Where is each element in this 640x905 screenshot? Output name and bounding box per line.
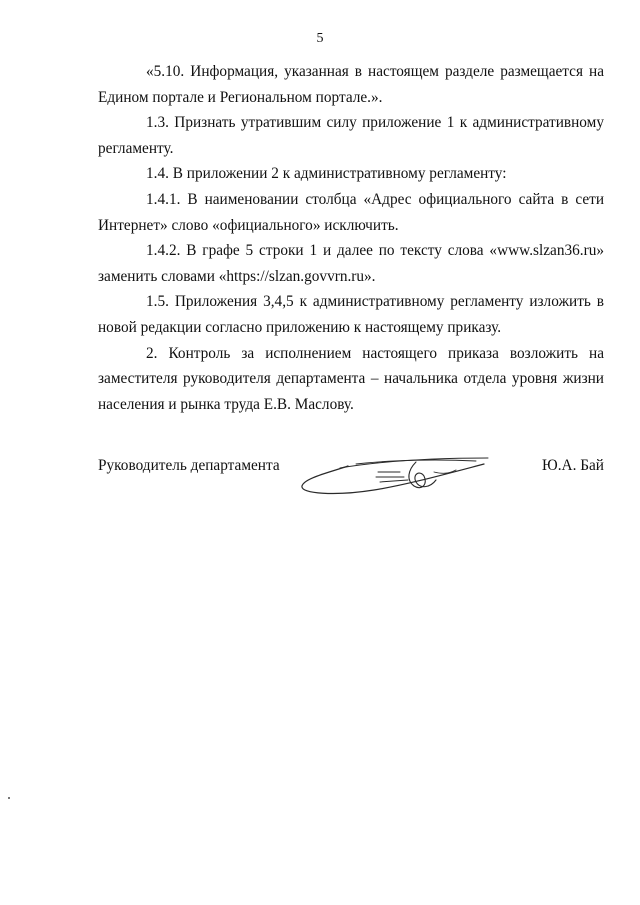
document-body: [98, 59, 604, 417]
signer-title: Руководитель департамента: [98, 457, 280, 474]
paragraph-5-10: «5.10. Информация, указанная в настоящем разделе размещается на Едином портале и Региональном портале.».: [98, 63, 604, 106]
paragraph-2: 2. Контроль за исполнением настоящего приказа возложить на заместителя руководителя департамента – начальника отдела уровня жизни населения и рынка труда Е.В. Маслову.: [98, 344, 604, 413]
margin-speck: [8, 797, 10, 799]
paragraph-1-4-1: 1.4.1. В наименовании столбца «Адрес официального сайта в сети Интернет» слово «официального» исключить.: [98, 190, 604, 234]
paragraph-1-5: 1.5. Приложения 3,4,5 к административному регламенту изложить в новой редакции согласно приложению к настоящему приказу.: [98, 293, 604, 336]
signer-name: Ю.А. Бай: [541, 457, 604, 474]
paragraph-1-4-2: 1.4.2. В графе 5 строки 1 и далее по тексту слова «www.slzan36.ru» заменить словами «https://slzan.govvrn.ru».: [98, 242, 604, 285]
paragraph-1-3: 1.3. Признать утратившим силу приложение 1 к административному регламенту.: [98, 114, 604, 157]
paragraph-1-4: 1.4. В приложении 2 к административному регламенту:: [146, 165, 507, 183]
signature-block: [98, 450, 604, 510]
handwritten-signature: [296, 450, 496, 506]
page-number: 5: [316, 31, 324, 46]
